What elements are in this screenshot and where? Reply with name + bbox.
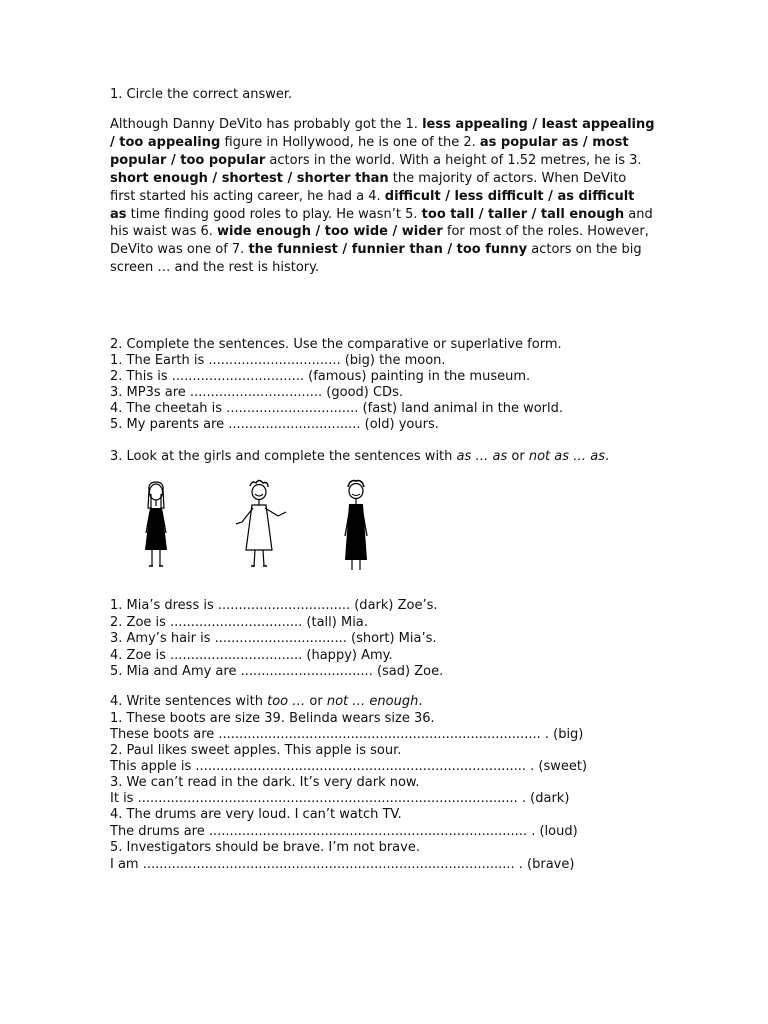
section2-item: 4. The cheetah is ................................ (fast) land animal in the world. — [110, 401, 564, 416]
title-text: or — [305, 694, 327, 709]
section3-item: 5. Mia and Amy are ................................ (sad) Zoe. — [110, 664, 444, 679]
section1-title: 1. Circle the correct answer. — [110, 87, 293, 102]
section3-item: 2. Zoe is ................................ (tall) Mia. — [110, 615, 368, 630]
section4-line: This apple is ................................................................................ . (sweet) — [110, 759, 588, 774]
paragraph-text: actors in the world. With a height of 1.52 metres, he is 3. — [265, 152, 642, 168]
section2-title: 2. Complete the sentences. Use the comparative or superlative form. — [110, 337, 562, 352]
section3-item: 1. Mia’s dress is ................................ (dark) Zoe’s. — [110, 598, 438, 613]
section4-line: The drums are ............................................................................. . (loud) — [110, 824, 578, 839]
paragraph-text: actors on the big screen … and the rest is history. — [110, 242, 642, 276]
section4-line: I am .......................................................................................... . (brave) — [110, 857, 575, 872]
answer-options[interactable]: difficult / less difficult / as difficult as — [110, 188, 635, 222]
paragraph-text: Although Danny DeVito has probably got the 1. — [110, 117, 423, 132]
section2-item: 5. My parents are ................................ (old) yours. — [110, 417, 439, 432]
girl-figure-mia — [136, 478, 176, 578]
girl-figure-amy — [228, 478, 290, 578]
paragraph-text: and his waist was 6. — [110, 206, 653, 240]
italic-phrase: not … enough — [326, 694, 419, 709]
section2-item: 1. The Earth is ................................ (big) the moon. — [110, 353, 446, 368]
title-text: 4. Write sentences with — [110, 694, 268, 709]
section2-item: 3. MP3s are ................................ (good) CDs. — [110, 385, 403, 400]
answer-options[interactable]: less appealing / least appealing / too appealing — [110, 117, 655, 150]
italic-phrase: as … as — [456, 449, 508, 464]
section1-paragraph — [110, 116, 655, 277]
title-text: . — [605, 449, 610, 464]
section4-line: 4. The drums are very loud. I can’t watch TV. — [110, 807, 402, 822]
title-text: 3. Look at the girls and complete the sentences with — [110, 449, 457, 464]
section4-line: These boots are .............................................................................. . (big) — [110, 727, 584, 742]
girl-figure-zoe — [334, 478, 378, 578]
italic-phrase: not as … as — [528, 449, 606, 464]
section4-line: 5. Investigators should be brave. I’m not brave. — [110, 840, 420, 855]
section3-title — [110, 448, 609, 465]
section2-item: 2. This is ................................ (famous) painting in the museum. — [110, 369, 531, 384]
paragraph-text: time finding good roles to play. He wasn’t 5. — [126, 206, 422, 222]
section4-line: 2. Paul likes sweet apples. This apple is sour. — [110, 743, 402, 758]
answer-options[interactable]: as popular as / most popular / too popular — [110, 134, 629, 168]
section4-line: 1. These boots are size 39. Belinda wears size 36. — [110, 711, 435, 726]
answer-options[interactable]: too tall / taller / tall enough — [421, 206, 625, 222]
paragraph-text: the majority of actors. When DeVito first started his acting career, he had a 4. — [110, 170, 627, 204]
section4-line: 3. We can’t read in the dark. It’s very dark now. — [110, 775, 420, 790]
section4-line: It is ............................................................................................ . (dark) — [110, 791, 570, 806]
answer-options[interactable]: wide enough / too wide / wider — [217, 224, 443, 240]
answer-options[interactable]: short enough / shortest / shorter than — [110, 170, 389, 186]
girls-illustration — [116, 478, 376, 588]
title-text: or — [507, 449, 529, 464]
paragraph-text: for most of the roles. However, DeVito was one of 7. — [110, 224, 649, 258]
section4-title — [110, 693, 422, 710]
italic-phrase: too … — [267, 694, 306, 709]
title-text: . — [418, 694, 423, 709]
answer-options[interactable]: the funniest / funnier than / too funny — [248, 242, 528, 258]
section3-item: 4. Zoe is ................................ (happy) Amy. — [110, 648, 393, 663]
paragraph-text: figure in Hollywood, he is one of the 2. — [220, 134, 480, 150]
section3-item: 3. Amy’s hair is ................................ (short) Mia’s. — [110, 631, 437, 646]
